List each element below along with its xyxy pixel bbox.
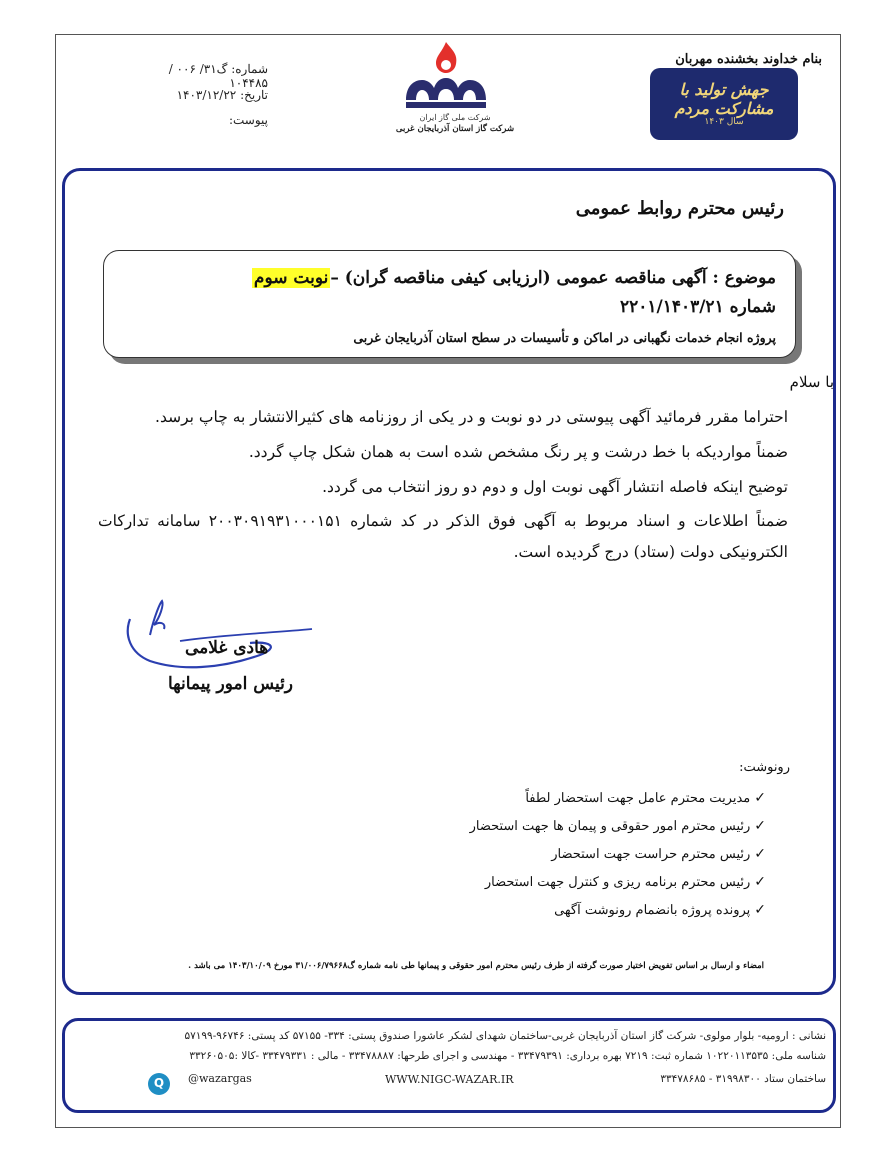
check-icon: ✓ [754, 846, 766, 862]
greeting: با سلام [789, 373, 834, 391]
logo-company-national: شرکت ملی گاز ایران [419, 113, 491, 122]
logo-company-province: شرکت گاز استان آذربایجان غربی [395, 124, 515, 134]
emblem-slogan: جهش تولید با مشارکت مردم [674, 80, 774, 118]
recipient-title: رئیس محترم روابط عمومی [575, 198, 784, 219]
social-app-icon: Q [148, 1073, 170, 1095]
subject-number: شماره ۲۲۰۱/۱۴۰۳/۲۱ [619, 297, 776, 317]
nigc-logo-icon [400, 38, 492, 114]
body-paragraph: ضمناً مواردیکه با خط درشت و پر رنگ مشخص شده است به همان شکل چاپ گردد. [248, 443, 788, 461]
check-icon: ✓ [754, 874, 766, 890]
cc-item: ✓رئیس محترم حراست جهت استحضار [551, 846, 766, 862]
cc-label: رونوشت: [739, 760, 790, 775]
cc-item: ✓رئیس محترم امور حقوقی و پیمان ها جهت استحضار [469, 818, 766, 834]
check-icon: ✓ [754, 790, 766, 806]
footer-hq-phone: ساختمان ستاد ۳۱۹۹۸۳۰۰ - ۳۳۴۷۸۶۸۵ [660, 1073, 826, 1085]
body-paragraph: ضمناً اطلاعات و اسناد مربوط به آگهی فوق الذکر در کد شماره ۲۰۰۳۰۹۱۹۳۱۰۰۰۱۵۱ سامانه تدارکات الکترونیکی دولت (ستاد) درج گردیده است. [98, 512, 788, 561]
signatory-title: رئیس امور پیمانها [168, 674, 294, 694]
check-icon: ✓ [754, 902, 766, 918]
signatory-name: هادی غلامی [185, 638, 269, 658]
bismillah: بنام خداوند بخشنده مهربان [675, 52, 822, 67]
check-icon: ✓ [754, 818, 766, 834]
handwritten-signature [120, 595, 320, 675]
letter-attachment: پیوست: [228, 113, 268, 127]
website-link[interactable]: WWW.NIGC-WAZAR.IR [385, 1073, 514, 1086]
body-paragraph: توضیح اینکه فاصله انتشار آگهی نوبت اول و دوم دو روز انتخاب می گردد. [322, 478, 788, 496]
project-title: پروژه انجام خدمات نگهبانی در اماکن و تأسیسات در سطح استان آذربایجان غربی [353, 330, 776, 345]
emblem-year: سال ۱۴۰۳ [704, 117, 744, 127]
letter-date: تاریخ: ۱۴۰۳/۱۲/۲۲ [176, 88, 268, 102]
footer-registration: شناسه ملی: ۱۰۲۲۰۱۱۳۵۳۵ شماره ثبت: ۷۲۱۹ بهره برداری: ۳۳۴۷۹۳۹۱ - مهندسی و اجرای طرحها: ۳۳۴۷۸۸۸۷ - مالی : ۳۳۴۷۹۳۳۱ -کالا :۳۳۲۶۰۵۰۵ [189, 1050, 826, 1062]
subject-highlight: نوبت سوم [253, 268, 329, 288]
cc-item: ✓مدیریت محترم عامل جهت استحضار لطفاً [525, 790, 766, 806]
social-handle[interactable]: @wazargas [188, 1072, 252, 1085]
subject-line: موضوع : آگهی مناقصه عمومی (ارزیابی کیفی مناقصه گران) –نوبت سوم [253, 268, 776, 288]
cc-item: ✓پرونده پروژه بانضمام رونوشت آگهی [554, 902, 766, 918]
body-paragraph: احتراما مقرر فرمائید آگهی پیوستی در دو نوبت و در یکی از روزنامه های کثیرالانتشار به چاپ برسد. [155, 408, 788, 426]
delegation-note: امضاء و ارسال بر اساس تفویض اختیار صورت گرفته از طرف رئیس محترم امور حقوقی و پیمانها طی نامه شماره گ۳۱/۰۰۶/۷۹۶۶۸ مورخ ۱۴۰۳/۱۰/۰۹ می باشد . [188, 961, 764, 971]
cc-item: ✓رئیس محترم برنامه ریزی و کنترل جهت استحضار [484, 874, 766, 890]
footer-address: نشانی : ارومیه- بلوار مولوی- شرکت گاز استان آذربایجان غربی-ساختمان شهدای لشکر عاشورا صندوق پستی: ۳۳۴- ۵۷۱۵۵ کد پستی: ۹۶۷۴۶-۵۷۱۹۹ [184, 1030, 826, 1042]
letter-number: شماره: گ۳۱/ ۰۰۶ / ۱۰۴۴۸۵ [168, 62, 268, 90]
